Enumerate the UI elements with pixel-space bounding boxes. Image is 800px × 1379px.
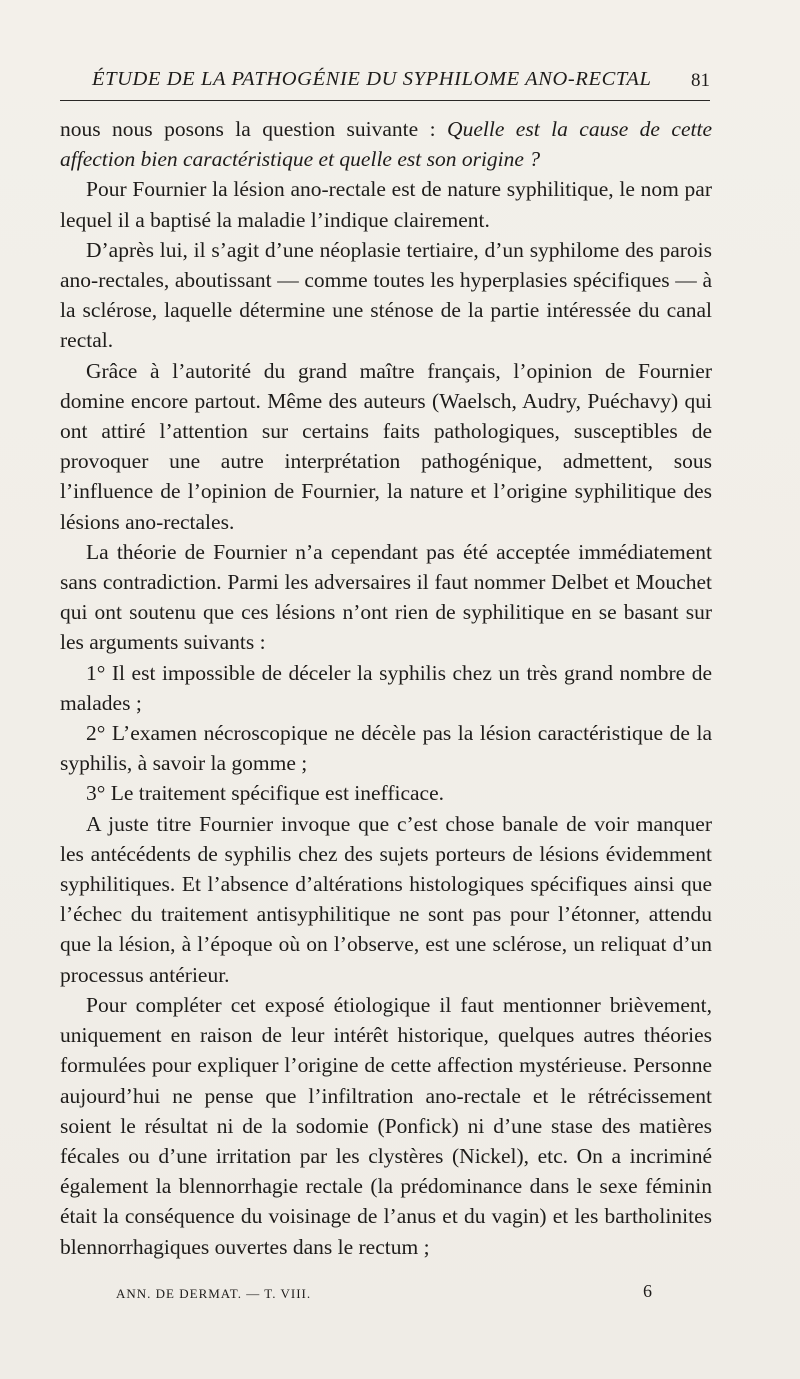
page-header [60,66,710,101]
argument-2: 2° L’examen nécroscopique ne décèle pas la lésion caractéristique de la syphilis, à savoir la gomme ; [60,721,712,776]
journal-reference: ANN. DE DERMAT. — T. VIII. [116,1286,312,1301]
paragraph-autorite: Grâce à l’autorité du grand maître français, l’opinion de Fournier domine encore partout. Même des auteurs (Waelsch, Audry, Puéchavy) qui ont attiré l’attention sur certains faits pathologiques, susceptibles de provoquer une autre interprétation pathogénique, admettent, sous l’influence de l’opinion de Fournier, la nature et l’origine syphilitique des lésions ano-rectales. [60,358,712,534]
signature-mark: 6 [643,1281,652,1301]
paragraph-fournier-nature: Pour Fournier la lésion ano-rectale est de nature syphilitique, le nom par lequel il a baptisé la maladie l’indique clairement. [60,177,712,232]
question-italic: Quelle est la cause de cette affection bien caractéristique et quelle est son origine ? [60,117,712,172]
page-number: 81 [691,70,710,91]
paragraph-reponse-fournier: A juste titre Fournier invoque que c’est chose banale de voir manquer les antécédents de syphilis chez des sujets porteurs de lésions évidemment syphilitiques. Et l’absence d’altérations histologiques spécifiques ainsi que l’échec du traitement antisyphilitique ne sont pas pour l’étonner, attendu que la lésion, à l’époque où on l’observe, est une sclérose, un reliquat d’un processus antérieur. [60,811,712,987]
paragraph-question-lead: nous nous posons la question suivante : [60,117,448,141]
paragraph-theorie: La théorie de Fournier n’a cependant pas été acceptée immédiatement sans contradiction. Parmi les adversaires il faut nommer Delbet et Mouchet qui ont soutenu que ces lésions n’ont rien de syphilitique en se basant sur les arguments suivants : [60,539,712,655]
argument-1: 1° Il est impossible de déceler la syphilis chez un très grand nombre de malades ; [60,660,712,715]
paragraph-neoplasie: D’après lui, il s’agit d’une néoplasie tertiaire, d’un syphilome des parois ano-rectales, aboutissant — comme toutes les hyperplasies spécifiques — à la sclérose, laquelle détermine une sténose de la partie intéressée du canal rectal. [60,237,712,353]
running-title: ÉTUDE DE LA PATHOGÉNIE DU SYPHILOME ANO-RECTAL [92,68,652,90]
paragraph-question [60,114,712,174]
page-footer [116,1283,656,1307]
body-text [60,114,712,1262]
argument-3: 3° Le traitement spécifique est inefficace. [86,781,445,806]
paragraph-autres-theories: Pour compléter cet exposé étiologique il faut mentionner brièvement, uniquement en raison de leur intérêt historique, quelques autres théories formulées pour expliquer l’origine de cette affection mystérieuse. Personne aujourd’hui ne pense que l’infiltration ano-rectale et le rétrécissement soient le résultat ni de la sodomie (Ponfick) ni d’une stase des matières fécales ou d’une irritation par les clystères (Nickel), etc. On a incriminé également la blennorrhagie rectale (la prédominance dans le sexe féminin était la conséquence du voisinage de l’anus et du vagin) et les bartholinites blennorrhagiques ouvertes dans le rectum ; [60,992,712,1259]
